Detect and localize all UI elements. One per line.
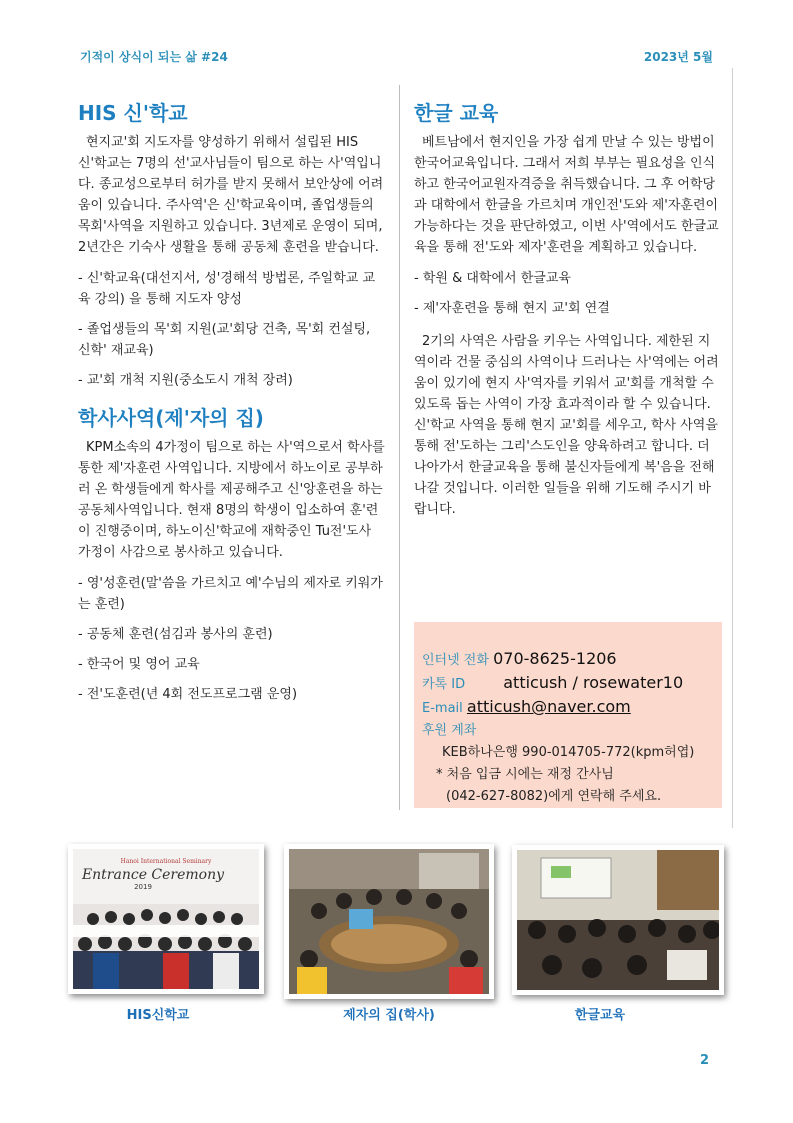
korean-body-2: 2기의 사역은 사람을 키우는 사역입니다. 제한된 지역이라 건물 중심의 사역이나 드러나는 사'역에는 어려움이 있기에 현지 사'역자를 키워서 교'회를 개척할 수 있도록 돕는 사역이 가장 효과적이라 할 수 있습니다. 신'학교 사역을 통해 현지 교'회를 세우고, 학사 사역을 통해 전'도하는 그리'스도인을 양육하려고 합니다. 더 나아가서 한글교육을 통해 불신자들에게 복'음을 전해 나갈 것입니다. 이러한 일들을 위해 기도해 주시기 바랍니다. — [414, 334, 719, 517]
page-edge-line — [732, 68, 733, 828]
photo-his-seminary-image — [73, 849, 259, 989]
disciple-body: KPM소속의 4가정이 팀으로 하는 사'역으로서 학사를 통한 제'자훈련 사역입니다. 지방에서 하노이로 공부하러 온 학생들에게 학사를 제공해주고 신'앙훈련을 하는 공동체사역입니다. 현재 8명의 학생이 입소하여 훈'련이 진행중이며, 하노이신'학교에 재학중인 Tu전'도사 가정이 사감으로 봉사하고 있습니다. — [78, 440, 385, 560]
photo-caption-korean: 한글교육 — [574, 1008, 626, 1023]
page-number: 2 — [700, 1053, 710, 1068]
newsletter-title: 기적이 상식이 되는 삶 #24 — [80, 50, 228, 64]
contact-box — [414, 622, 722, 808]
photo-caption-his: HIS신학교 — [126, 1008, 190, 1023]
account-label-row — [422, 720, 714, 742]
korean-title: 한글 교육 — [414, 101, 499, 125]
his-item: - 졸업생들의 목'회 지원(교'회당 건축, 목'회 컨설팅, 신학' 재교육) — [78, 322, 371, 358]
photo-caption-disciple: 제자의 집(학사) — [343, 1008, 435, 1023]
column-divider — [399, 85, 400, 810]
banner-year: 2019 — [134, 883, 152, 891]
his-item: - 신'학교육(대선지서, 성'경해석 방법론, 주일학교 교육 강의) 을 통해 지도자 양성 — [78, 271, 375, 307]
phone-label: 인터넷 전화 — [422, 653, 489, 668]
korean-item: - 학원 & 대학에서 한글교육 — [414, 271, 571, 286]
account-label: 후원 계좌 — [422, 723, 477, 738]
disciple-item: - 전'도훈련(년 4회 전도프로그램 운영) — [78, 687, 298, 702]
account-number: KEB하나은행 990-014705-772(kpm허엽) — [442, 745, 695, 760]
his-item: - 교'회 개척 지원(중소도시 개척 장려) — [78, 373, 293, 388]
email-row — [422, 696, 714, 720]
disciple-title: 학사사역(제'자의 집) — [78, 406, 264, 430]
email-label: E-mail — [422, 701, 463, 716]
deposit-note: * 처음 입금 시에는 재정 간사님 — [436, 767, 614, 782]
kakao-id: atticush / rosewater10 — [503, 673, 684, 692]
disciple-item: - 한국어 및 영어 교육 — [78, 657, 200, 672]
right-column — [414, 100, 722, 530]
photo-disciple-house-image — [289, 849, 489, 994]
left-column — [78, 100, 386, 714]
banner-title: Entrance Ceremony — [81, 867, 225, 883]
photo-korean-class — [512, 845, 724, 995]
phone-number: 070-8625-1206 — [493, 649, 617, 668]
photo-korean-class-image — [517, 850, 719, 990]
his-body: 현지교'회 지도자를 양성하기 위해서 설립된 HIS 신'학교는 7명의 선'교사님들이 팀으로 하는 사'역입니다. 종교성으로부터 허가를 받지 못해서 보안상에 어려움이 있습니다. 주사역'은 신'학교육이며, 졸업생들의 목회'사역을 지원하고 있습니다. 3년제로 운영이 되며, 2년간은 기숙사 생활을 통해 공동체 훈련을 받습니다. — [78, 135, 384, 255]
kakao-row — [422, 672, 714, 696]
page-header — [80, 48, 713, 66]
disciple-item: - 영'성훈련(말'씀을 가르치고 예'수님의 제자로 키워가는 훈련) — [78, 576, 383, 612]
deposit-note-contact: (042-627-8082)에게 연락해 주세요. — [446, 789, 662, 804]
photo-disciple-house — [284, 844, 494, 999]
kakao-label: 카톡 ID — [422, 677, 466, 692]
his-title: HIS 신'학교 — [78, 101, 188, 125]
korean-body: 베트남에서 현지인을 가장 쉽게 만날 수 있는 방법이 한국어교육입니다. 그래서 저희 부부는 필요성을 인식하고 한국어교원자격증을 취득했습니다. 그 후 어학당과 대학에서 한글을 가르치며 개인전'도와 제'자훈련이 가능하다는 것을 판단하였고, 이번 사'역에서도 한글교육을 통해 전'도와 제자'훈련을 계획하고 있습니다. — [414, 135, 719, 255]
phone-row — [422, 648, 714, 672]
issue-date: 2023년 5월 — [643, 50, 713, 64]
photo-his-seminary — [68, 844, 264, 994]
banner-text: Hanoi International Seminary — [120, 858, 212, 865]
disciple-item: - 공동체 훈련(섬김과 봉사의 훈련) — [78, 627, 273, 642]
korean-item: - 제'자훈련을 통해 현지 교'회 연결 — [414, 301, 610, 316]
email-link[interactable]: atticush@naver.com — [466, 697, 631, 716]
